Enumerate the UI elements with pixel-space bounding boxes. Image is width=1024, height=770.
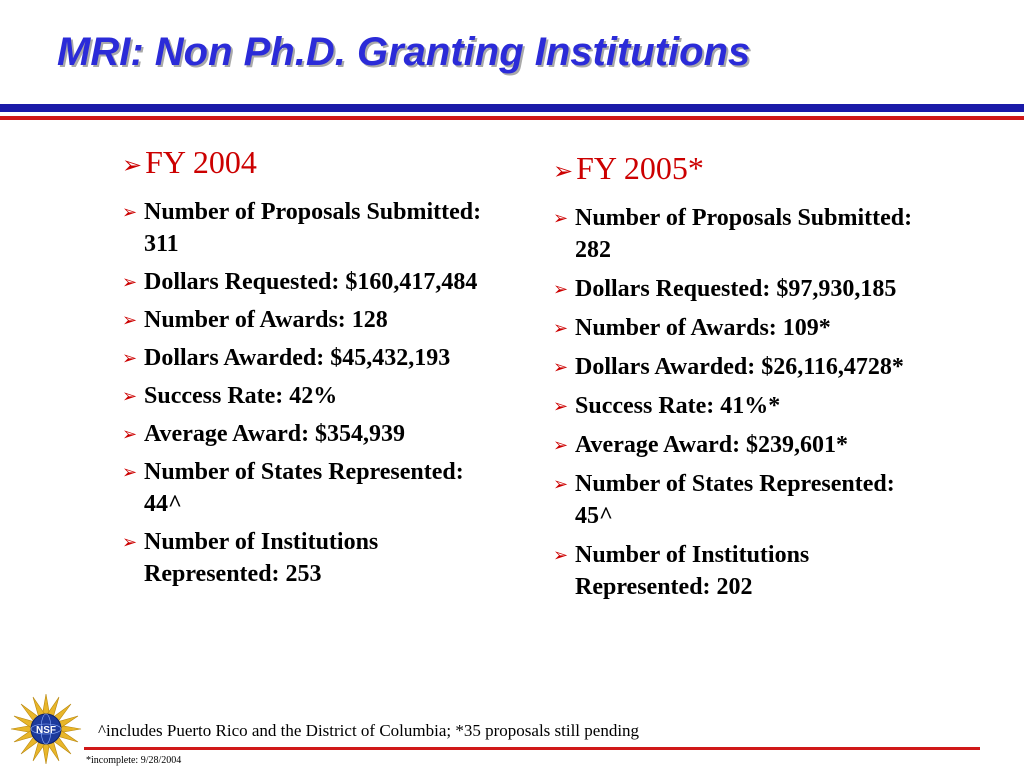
arrow-bullet-icon: ➢ [553,357,569,377]
arrow-bullet-icon: ➢ [553,435,569,455]
footer-rule [84,747,980,750]
list-item [122,196,482,260]
arrow-bullet-icon: ➢ [122,532,138,552]
fy2005-list [553,202,933,603]
list-item-text: Success Rate: 41%* [575,393,781,419]
arrow-bullet-icon: ➢ [122,424,138,444]
list-item [553,429,933,461]
fy2004-column [122,144,482,596]
arrow-bullet-icon: ➢ [553,396,569,416]
fy2004-list [122,196,482,590]
arrow-bullet-icon: ➢ [553,318,569,338]
list-item [122,304,482,336]
list-item-text: Number of Awards: 128 [144,307,388,333]
list-item [122,342,482,374]
list-item [553,351,933,383]
fy2004-heading-text: FY 2004 [145,144,257,180]
list-item [122,456,482,520]
nsf-logo-text: NSF [36,725,56,736]
list-item [553,390,933,422]
fy2004-heading [122,144,482,184]
fy2005-heading-text: FY 2005* [576,150,704,186]
arrow-bullet-icon: ➢ [122,202,138,222]
nsf-logo-icon [10,693,82,765]
list-item-text: Number of Institutions Represented: 253 [144,529,379,587]
arrow-bullet-icon: ➢ [122,386,138,406]
list-item [553,273,933,305]
list-item [122,380,482,412]
list-item [122,266,482,298]
list-item-text: Dollars Awarded: $45,432,193 [144,345,451,371]
footnote: ^includes Puerto Rico and the District of Columbia; *35 proposals still pending [98,721,640,740]
list-item-text: Number of Institutions Represented: 202 [575,542,810,600]
arrow-bullet-icon: ➢ [553,474,569,494]
list-item [553,539,933,603]
title-rule-red [0,116,1024,120]
list-item [553,312,933,344]
arrow-bullet-icon: ➢ [122,348,138,368]
list-item-text: Number of Proposals Submitted: 311 [144,199,482,257]
list-item-text: Number of Awards: 109* [575,315,831,341]
arrow-bullet-icon: ➢ [553,545,569,565]
list-item-text: Number of States Represented: 45^ [575,471,895,529]
list-item-text: Success Rate: 42% [144,383,338,409]
list-item-text: Dollars Awarded: $26,116,4728* [575,354,904,380]
arrow-bullet-icon: ➢ [122,272,138,292]
arrow-bullet-icon: ➢ [553,208,569,228]
list-item-text: Average Award: $354,939 [144,421,406,447]
arrow-bullet-icon: ➢ [553,159,574,185]
list-item [122,526,482,590]
list-item [553,468,933,532]
list-item-text: Dollars Requested: $160,417,484 [144,269,478,295]
slide-title: MRI: Non Ph.D. Granting Institutions [57,30,751,74]
arrow-bullet-icon: ➢ [122,310,138,330]
list-item [122,418,482,450]
list-item-text: Average Award: $239,601* [575,432,849,458]
fy2005-column [553,150,933,610]
arrow-bullet-icon: ➢ [553,279,569,299]
list-item-text: Dollars Requested: $97,930,185 [575,276,897,302]
list-item [553,202,933,266]
arrow-bullet-icon: ➢ [122,153,143,179]
list-item-text: Number of States Represented: 44^ [144,459,464,517]
arrow-bullet-icon: ➢ [122,462,138,482]
title-rule-blue [0,104,1024,112]
footer-note: *incomplete: 9/28/2004 [86,755,182,766]
list-item-text: Number of Proposals Submitted: 282 [575,205,913,263]
fy2005-heading [553,150,933,190]
